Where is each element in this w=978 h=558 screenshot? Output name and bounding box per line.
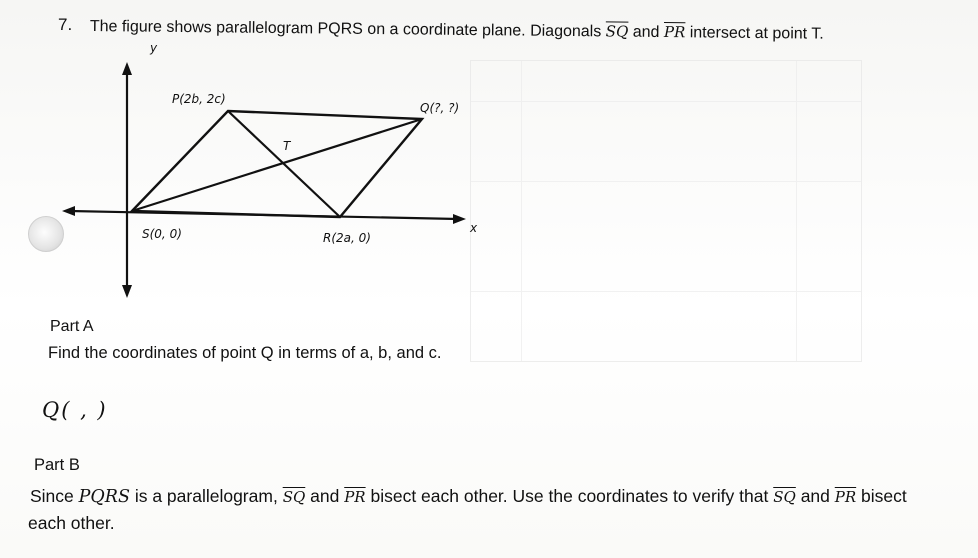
point-r-label: R(2a, 0) (323, 231, 371, 245)
x-axis-label: x (470, 221, 478, 235)
diagonal-pr (228, 111, 340, 217)
segment-sq: $\overline{SQ}$ (605, 22, 629, 41)
part-b-title: Part B (34, 456, 80, 474)
part-a-prompt: Find the coordinates of point Q in terms of a, b, and c. (48, 344, 442, 362)
x-axis-arrow-right (453, 214, 466, 224)
part-b-prompt-continued: each other. (28, 513, 115, 533)
question-text: The figure shows parallelogram PQRS on a coordinate plane. Diagonals $\overline{SQ}$ and $\overline{PR}$ intersect at point T. (89, 17, 824, 43)
question-number: 7. (58, 15, 73, 34)
y-axis-arrow-down (122, 285, 132, 298)
y-axis-label: y (150, 41, 158, 55)
part-b-prompt: Since PQRS is a parallelogram, $\overline{SQ}$ and $\overline{PR}$ bisect each other. Use the coordinates to verify that $\overline{SQ}$ and $\overline{PR}$ bisect (30, 486, 907, 507)
point-s-label: S(0, 0) (142, 227, 182, 241)
point-q-label: Q(?, ?) (420, 101, 460, 115)
segment-sq: $\overline{SQ}$ (773, 488, 796, 506)
pqrs-name: PQRS (78, 487, 130, 507)
point-t-label: T (283, 139, 291, 153)
segment-sq: $\overline{SQ}$ (282, 488, 306, 506)
part-a-answer-blank: Q( , ) (42, 398, 108, 422)
point-p-label: P(2b, 2c) (172, 92, 226, 106)
segment-pr: $\overline{PR}$ (344, 488, 366, 506)
segment-pr: $\overline{PR}$ (834, 488, 857, 506)
x-axis-arrow-left (62, 206, 75, 216)
part-a-title: Part A (50, 318, 94, 335)
y-axis-arrow-up (122, 62, 132, 75)
segment-pr: $\overline{PR}$ (663, 23, 686, 42)
